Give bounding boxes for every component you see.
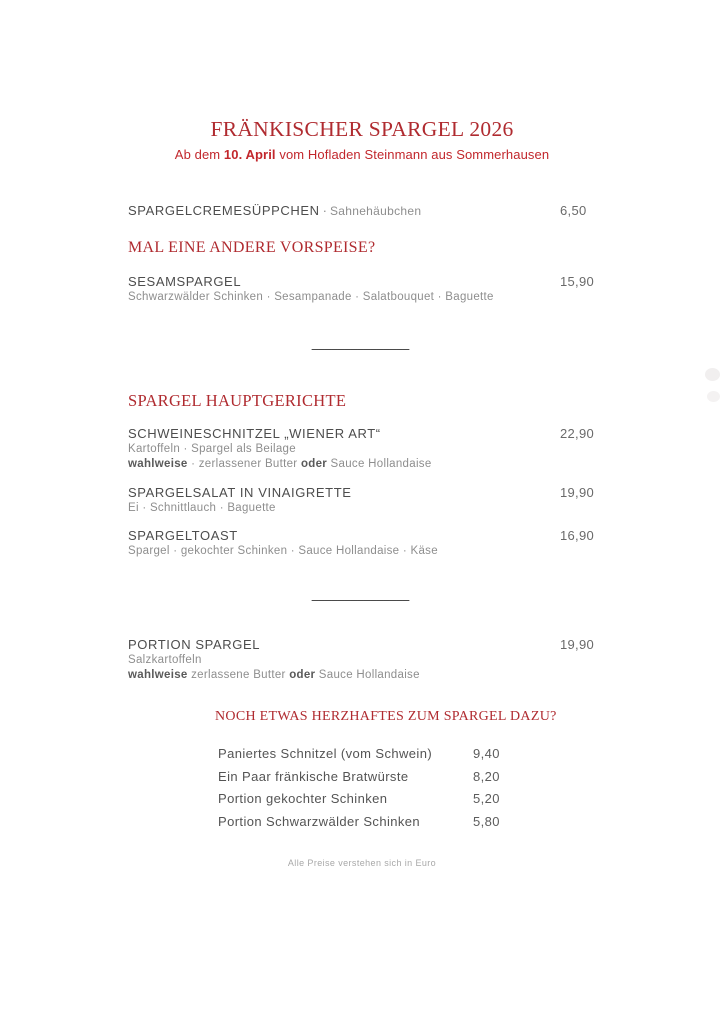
dish-description: Ei · Schnittlauch · Baguette xyxy=(128,502,276,514)
subtitle-date: 10. April xyxy=(223,147,276,162)
choice-keyword: wahlweise xyxy=(128,668,188,681)
menu-item-sesamspargel xyxy=(128,274,593,305)
dish-price: 16,90 xyxy=(560,528,595,543)
section-heading-herzhaftes: NOCH ETWAS HERZHAFTES ZUM SPARGEL DAZU? xyxy=(215,709,557,724)
dish-description: Salzkartoffeln xyxy=(128,654,202,666)
dish-name: SPARGELTOAST xyxy=(128,528,238,543)
list-item xyxy=(218,743,528,766)
side-dish-list xyxy=(218,743,528,833)
dish-price: 6,50 xyxy=(560,203,587,218)
subtitle-suffix: vom Hofladen Steinmann aus Sommerhausen xyxy=(275,147,550,162)
menu-item-portion-spargel xyxy=(128,637,593,682)
list-item xyxy=(218,811,528,834)
page-title: FRÄNKISCHER SPARGEL 2026 xyxy=(210,117,514,141)
section-heading-hauptgerichte: SPARGEL HAUPTGERICHTE xyxy=(128,391,347,410)
dish-name: SCHWEINESCHNITZEL „WIENER ART“ xyxy=(128,426,381,441)
dish-name: PORTION SPARGEL xyxy=(128,637,261,652)
dish-description: Spargel · gekochter Schinken · Sauce Hollandaise · Käse xyxy=(128,545,438,557)
side-name: Ein Paar fränkische Bratwürste xyxy=(218,768,409,784)
section-divider: _______________ xyxy=(311,336,410,351)
side-price: 9,40 xyxy=(473,746,500,761)
choice-text-end: Sauce Hollandaise xyxy=(315,668,420,681)
dish-price: 19,90 xyxy=(560,637,595,652)
side-price: 5,80 xyxy=(473,813,500,829)
dish-description: Kartoffeln · Spargel als Beilage xyxy=(128,443,296,455)
dish-line xyxy=(128,528,593,544)
dish-line xyxy=(128,637,593,653)
list-item xyxy=(218,788,528,811)
dish-choice-line xyxy=(128,458,593,472)
scan-artifact xyxy=(705,368,720,381)
section-heading-vorspeise: MAL EINE ANDERE VORSPEISE? xyxy=(128,239,376,256)
dish-description: Schwarzwälder Schinken · Sesampanade · Salatbouquet · Baguette xyxy=(128,291,494,303)
dish-line xyxy=(128,203,593,219)
dish-price: 15,90 xyxy=(560,274,595,289)
section-divider: _______________ xyxy=(311,587,410,602)
choice-text: zerlassene Butter xyxy=(187,668,290,681)
dish-name: SESAMSPARGEL xyxy=(128,274,242,289)
choice-keyword-oder: oder xyxy=(300,457,328,470)
dish-description: Sahnehäubchen xyxy=(329,204,422,218)
side-name: Paniertes Schnitzel (vom Schwein) xyxy=(218,746,433,761)
menu-item-spargeltoast xyxy=(128,528,593,559)
dish-name: SPARGELCREMESÜPPCHEN xyxy=(128,203,320,218)
subtitle-prefix: Ab dem xyxy=(174,147,224,162)
choice-text-end: Sauce Hollandaise xyxy=(327,457,432,470)
scan-artifact xyxy=(707,391,720,402)
dish-price: 22,90 xyxy=(560,426,595,441)
menu-item-soup xyxy=(128,203,593,219)
side-name: Portion gekochter Schinken xyxy=(218,791,388,807)
side-name: Portion Schwarzwälder Schinken xyxy=(218,813,421,829)
choice-text: · zerlassener Butter xyxy=(187,457,301,470)
choice-keyword-oder: oder xyxy=(289,668,316,681)
menu-item-spargelsalat xyxy=(128,485,593,516)
dish-price: 19,90 xyxy=(560,485,595,500)
dish-name: SPARGELSALAT IN VINAIGRETTE xyxy=(128,485,352,500)
menu-item-schweineschnitzel xyxy=(128,426,593,471)
dish-line xyxy=(128,426,593,442)
dish-choice-line xyxy=(128,669,593,683)
page-subtitle xyxy=(0,147,724,162)
choice-keyword: wahlweise xyxy=(128,457,188,470)
price-notice: Alle Preise verstehen sich in Euro xyxy=(287,858,437,868)
dish-line xyxy=(128,274,593,290)
side-price: 5,20 xyxy=(473,791,500,807)
dish-line xyxy=(128,485,593,501)
list-item xyxy=(218,766,528,789)
dot-separator: · xyxy=(322,203,327,218)
side-price: 8,20 xyxy=(473,768,500,784)
